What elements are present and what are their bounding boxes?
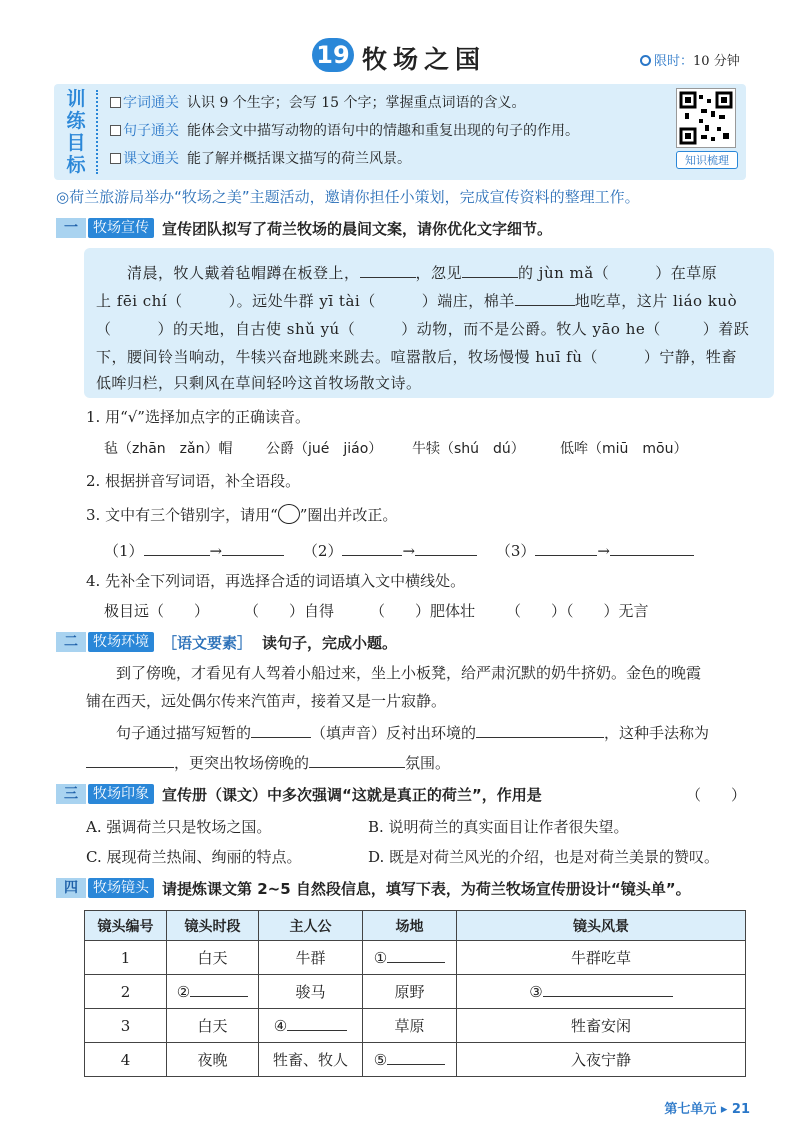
- fill-sentence: ，更突出牧场傍晚的 氛围。: [86, 752, 450, 773]
- correction-row: （1） → （2） → （3） →: [104, 540, 694, 561]
- fill-blank[interactable]: [222, 542, 284, 556]
- goal-text: 认识 9 个生字；会写 15 个字；掌握重点词语的含义。: [187, 95, 526, 111]
- section-number: 三: [56, 784, 86, 804]
- section-instruction: 宣传团队拟写了荷兰牧场的晨间文案，请你优化文字细节。: [162, 220, 553, 238]
- table-cell[interactable]: ②: [167, 975, 259, 1009]
- pinyin-choice[interactable]: 牛犊（shú dú）: [412, 441, 525, 457]
- checkbox-icon[interactable]: [110, 125, 121, 136]
- table-row: [85, 975, 746, 1009]
- goal-text: 能了解并概括课文描写的荷兰风景。: [187, 151, 411, 167]
- goal-item: [110, 92, 526, 112]
- section-tag: 牧场印象: [88, 784, 154, 804]
- table-cell: 1: [85, 941, 167, 975]
- option-c[interactable]: C. 展现荷兰热闹、绚丽的特点。: [86, 848, 302, 866]
- passage-line: 低哞归栏，只剩风在草间轻吟这首牧场散文诗。: [96, 374, 422, 392]
- fill-blank[interactable]: [610, 542, 694, 556]
- table-cell: 3: [85, 1009, 167, 1043]
- passage-line: （ ）的天地，自古使 shǔ yú（ ）动物，而不是公爵。牧人 yāo he（ ）着跃: [96, 320, 750, 338]
- table-header: 场地: [363, 911, 457, 941]
- fill-blank[interactable]: [515, 292, 575, 306]
- option-b[interactable]: B. 说明荷兰的真实面目让作者很失望。: [368, 818, 629, 836]
- goal-name: 课文通关: [123, 151, 179, 167]
- fill-blank[interactable]: [360, 264, 416, 278]
- circle-icon: [278, 504, 300, 524]
- section-instruction: 宣传册（课文）中多次强调“这就是真正的荷兰”，作用是: [162, 786, 542, 804]
- table-header-row: [85, 911, 746, 941]
- fill-blank[interactable]: [309, 754, 405, 768]
- quote-line: 铺在西天，远处偶尔传来汽笛声，接着又是一片寂静。: [86, 692, 447, 710]
- table-cell: 牲畜、牧人: [259, 1043, 363, 1077]
- question-3: 3. 文中有三个错别字，请用“ ”圈出并改正。: [86, 506, 398, 524]
- page-footer: 第七单元 ▸ 21: [664, 1102, 750, 1117]
- table-cell: 入夜宁静: [457, 1043, 746, 1077]
- intro-text: ◎荷兰旅游局举办“牧场之美”主题活动，邀请你担任小策划，完成宣传资料的整理工作。: [56, 188, 640, 206]
- table-header: 镜头风景: [457, 911, 746, 941]
- qr-code-icon[interactable]: [676, 88, 736, 148]
- idiom-fill[interactable]: （ ）自得: [244, 602, 335, 620]
- table-cell: 白天: [167, 1009, 259, 1043]
- table-cell[interactable]: ④: [259, 1009, 363, 1043]
- table-cell: 草原: [363, 1009, 457, 1043]
- passage-line: 上 fēi chí（ ）。远处牛群 yī tài（ ）端庄，棉羊 地吃草，这片 liáo kuò: [96, 292, 738, 310]
- goal-name: 字词通关: [123, 95, 179, 111]
- idiom-fill[interactable]: （ ）肥体壮: [370, 602, 476, 620]
- time-limit: [640, 50, 740, 69]
- shot-list-table: [84, 910, 746, 1077]
- goal-name: 句子通关: [123, 123, 179, 139]
- table-cell[interactable]: ①: [363, 941, 457, 975]
- table-cell: 牛群: [259, 941, 363, 975]
- fill-blank[interactable]: [144, 542, 210, 556]
- table-cell: 4: [85, 1043, 167, 1077]
- table-row: [85, 1043, 746, 1077]
- table-header: 镜头时段: [167, 911, 259, 941]
- time-limit-label: 限时：: [654, 54, 694, 69]
- lesson-title: 牧场之国: [362, 45, 487, 74]
- section-number: 四: [56, 878, 86, 898]
- quote-line: 到了傍晚，才看见有人驾着小船过来，坐上小板凳，给严肃沉默的奶牛挤奶。金色的晚霞: [86, 664, 702, 682]
- option-a[interactable]: A. 强调荷兰只是牧场之国。: [86, 818, 272, 836]
- table-cell: 2: [85, 975, 167, 1009]
- goal-item: [110, 148, 411, 168]
- checkbox-icon[interactable]: [110, 153, 121, 164]
- table-cell: 白天: [167, 941, 259, 975]
- question-1: 1. 用“√”选择加点字的正确读音。: [86, 408, 310, 426]
- pinyin-choice[interactable]: 低哞（miū mōu）: [560, 441, 688, 457]
- table-cell: 原野: [363, 975, 457, 1009]
- table-cell: 牛群吃草: [457, 941, 746, 975]
- idiom-fill[interactable]: （ ）（ ）无言: [506, 602, 649, 620]
- goal-text: 能体会文中描写动物的语句中的情趣和重复出现的句子的作用。: [187, 123, 579, 139]
- fill-blank[interactable]: [342, 542, 402, 556]
- section-bracket-tag: ［语文要素］: [162, 634, 253, 652]
- pinyin-choice[interactable]: 公爵（jué jiáo）: [266, 441, 383, 457]
- fill-blank[interactable]: [415, 542, 477, 556]
- table-cell: 夜晚: [167, 1043, 259, 1077]
- section-instruction: 请提炼课文第 2~5 自然段信息，填写下表，为荷兰牧场宣传册设计“镜头单”。: [162, 880, 691, 898]
- passage-line: 清晨，牧人戴着毡帽蹲在板登上， ，忽见 的 jùn mǎ（ ）在草原: [96, 264, 718, 282]
- option-d[interactable]: D. 既是对荷兰风光的介绍，也是对荷兰美景的赞叹。: [368, 848, 720, 866]
- fill-blank[interactable]: [86, 754, 174, 768]
- section-tag: 牧场宣传: [88, 218, 154, 238]
- fill-blank[interactable]: [251, 724, 311, 738]
- lesson-number-badge: 19: [312, 38, 354, 72]
- section-number: 一: [56, 218, 86, 238]
- fill-blank[interactable]: [535, 542, 597, 556]
- fill-blank[interactable]: [462, 264, 518, 278]
- passage-line: 下，腰间铃当响动，牛犊兴奋地跳来跳去。喧嚣散后，牧场慢慢 huī fù（ ）宁静，牲畜: [96, 348, 737, 366]
- table-row: [85, 941, 746, 975]
- fill-sentence: 句子通过描写短暂的 （填声音）反衬出环境的 ，这种手法称为: [86, 724, 710, 742]
- training-goals-label: 训练目标: [66, 88, 86, 176]
- goal-item: [110, 120, 579, 140]
- goals-divider: [96, 90, 98, 174]
- question-4: 4. 先补全下列词语，再选择合适的词语填入文中横线处。: [86, 572, 466, 590]
- clock-icon: [640, 55, 651, 66]
- idiom-fill[interactable]: 极目远（ ）: [104, 602, 210, 620]
- checkbox-icon[interactable]: [110, 97, 121, 108]
- table-row: [85, 1009, 746, 1043]
- table-cell[interactable]: ③: [457, 975, 746, 1009]
- section-tag: 牧场镜头: [88, 878, 154, 898]
- answer-paren[interactable]: （ ）: [686, 786, 747, 804]
- table-cell: 骏马: [259, 975, 363, 1009]
- section-number: 二: [56, 632, 86, 652]
- section-tag: 牧场环境: [88, 632, 154, 652]
- table-cell: 牲畜安闲: [457, 1009, 746, 1043]
- table-header: 镜头编号: [85, 911, 167, 941]
- table-header: 主人公: [259, 911, 363, 941]
- table-cell[interactable]: ⑤: [363, 1043, 457, 1077]
- question-2: 2. 根据拼音写词语，补全语段。: [86, 472, 301, 490]
- qr-label: 知识梳理: [676, 151, 738, 169]
- pinyin-choice[interactable]: 毡（zhān zǎn）帽: [104, 441, 233, 457]
- fill-blank[interactable]: [476, 724, 604, 738]
- time-limit-value: 10 分钟: [693, 54, 740, 69]
- section-instruction: 读句子，完成小题。: [262, 634, 398, 652]
